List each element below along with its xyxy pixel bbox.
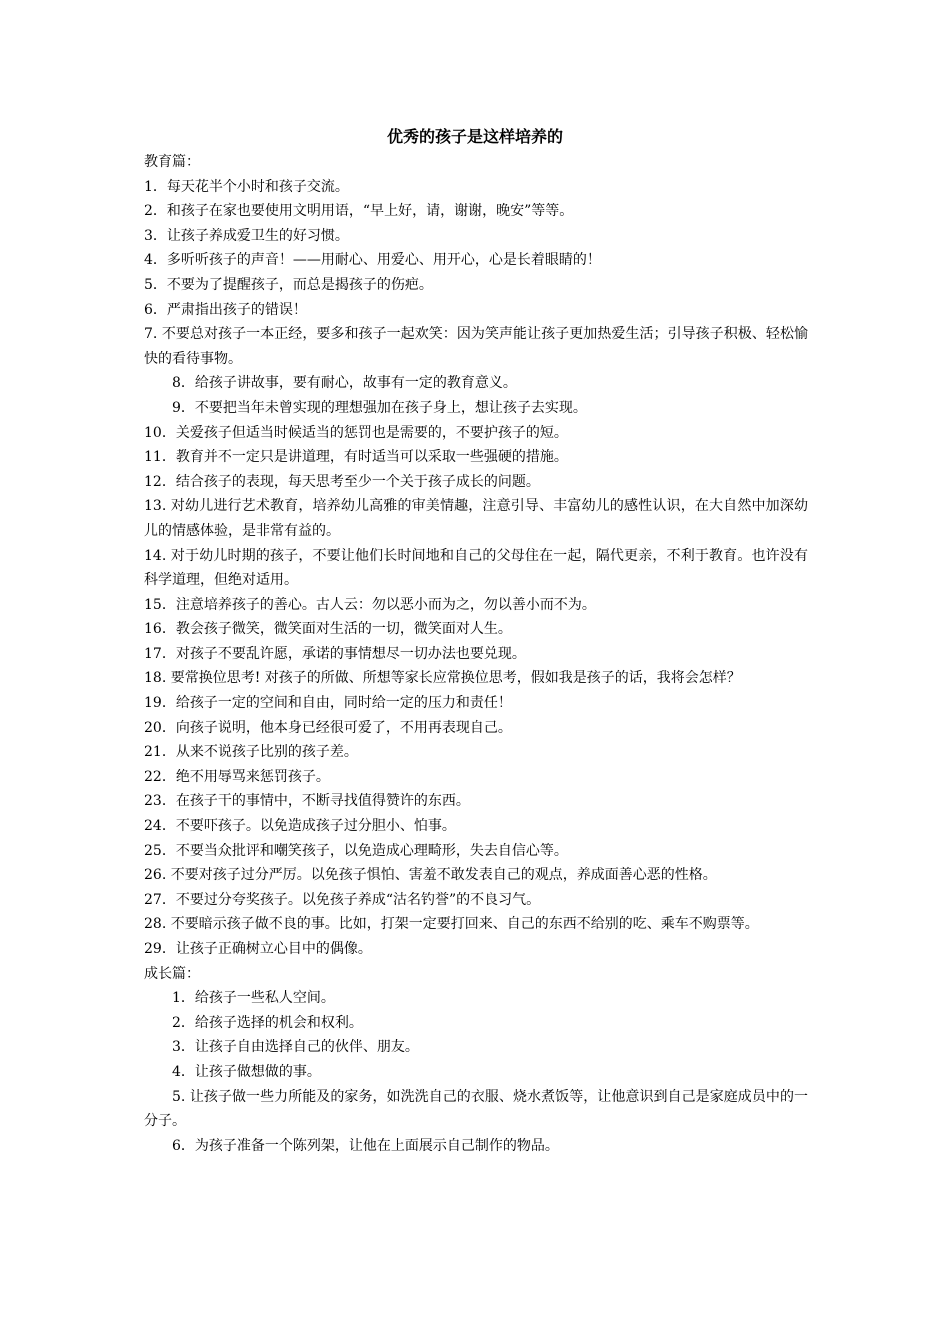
document-body bbox=[144, 150, 808, 1158]
education-item-25: 25．不要当众批评和嘲笑孩子，以免造成心理畸形，失去自信心等。 bbox=[144, 842, 568, 859]
education-item-28: 28. 不要暗示孩子做不良的事。比如，打架一定要打回来、自己的东西不给别的吃、乘车不购票等。 bbox=[144, 916, 759, 933]
education-item-6: 6．严肃指出孩子的错误！ bbox=[144, 301, 307, 318]
education-item-12: 12．结合孩子的表现，每天思考至少一个关于孩子成长的问题。 bbox=[144, 473, 540, 490]
education-item-2: 2．和孩子在家也要使用文明用语，“早上好，请，谢谢，晚安”等等。 bbox=[144, 203, 574, 220]
education-item-20: 20．向孩子说明，他本身已经很可爱了，不用再表现自己。 bbox=[144, 719, 512, 736]
education-item-29: 29．让孩子正确树立心目中的偶像。 bbox=[144, 941, 372, 957]
education-item-1: 1．每天花半个小时和孩子交流。 bbox=[144, 178, 349, 195]
education-item-22: 22．绝不用辱骂来惩罚孩子。 bbox=[144, 768, 330, 785]
education-item-16: 16．教会孩子微笑，微笑面对生活的一切，微笑面对人生。 bbox=[144, 621, 512, 638]
document-title: 优秀的孩子是这样培养的 bbox=[386, 127, 563, 146]
education-item-18: 18. 要常换位思考! 对孩子的所做、所想等家长应常换位思考，假如我是孩子的话，我将会怎样？ bbox=[144, 670, 741, 687]
education-item-17: 17．对孩子不要乱许愿，承诺的事情想尽一切办法也要兑现。 bbox=[144, 645, 526, 662]
section-heading-education: 教育篇： bbox=[144, 154, 200, 170]
education-item-26: 26. 不要对孩子过分严厉。以免孩子惧怕、害羞不敢发表自己的观点，养成面善心恶的性格。 bbox=[144, 867, 717, 884]
education-item-21: 21．从来不说孩子比别的孩子差。 bbox=[144, 744, 358, 761]
education-item-9: 9．不要把当年未曾实现的理想强加在孩子身上，想让孩子去实现。 bbox=[172, 399, 587, 416]
education-item-4: 4．多听听孩子的声音！——用耐心、用爱心、用开心，心是长着眼睛的！ bbox=[144, 252, 601, 269]
growth-item-2: 2．给孩子选择的机会和权利。 bbox=[172, 1014, 363, 1031]
education-item-11: 11．教育并不一定只是讲道理，有时适当可以采取一些强硬的措施。 bbox=[144, 449, 568, 466]
growth-item-3: 3．让孩子自由选择自己的伙伴、朋友。 bbox=[172, 1039, 419, 1056]
education-item-10: 10．关爱孩子但适当时候适当的惩罚也是需要的，不要护孩子的短。 bbox=[144, 424, 568, 441]
education-item-14: 14. 对于幼儿时期的孩子，不要让他们长时间地和自己的父母住在一起，隔代更亲，不利于教育。也许没有科学道理，但绝对适用。 bbox=[144, 547, 808, 589]
education-item-13: 13. 对幼儿进行艺术教育，培养幼儿高雅的审美情趣，注意引导、丰富幼儿的感性认识，在大自然中加深幼儿的情感体验，是非常有益的。 bbox=[144, 498, 808, 539]
education-item-19: 19．给孩子一定的空间和自由，同时给一定的压力和责任！ bbox=[144, 695, 512, 712]
education-item-15: 15．注意培养孩子的善心。古人云：勿以恶小而为之，勿以善小而不为。 bbox=[144, 596, 596, 613]
growth-item-6: 6．为孩子准备一个陈列架，让他在上面展示自己制作的物品。 bbox=[172, 1137, 559, 1154]
section-heading-growth: 成长篇： bbox=[144, 965, 200, 982]
education-item-27: 27．不要过分夸奖孩子。以免孩子养成“沽名钓誉”的不良习气。 bbox=[144, 891, 541, 908]
growth-item-1: 1．给孩子一些私人空间。 bbox=[172, 990, 335, 1007]
education-item-3: 3．让孩子养成爱卫生的好习惯。 bbox=[144, 227, 349, 244]
education-item-7: 7. 不要总对孩子一本正经，要多和孩子一起欢笑：因为笑声能让孩子更加热爱生活；引导孩子积极、轻松愉快的看待事物。 bbox=[144, 326, 808, 367]
education-item-5: 5．不要为了提醒孩子，而总是揭孩子的伤疤。 bbox=[144, 276, 433, 293]
education-item-24: 24．不要吓孩子。以免造成孩子过分胆小、怕事。 bbox=[144, 818, 456, 835]
education-item-8: 8．给孩子讲故事，要有耐心，故事有一定的教育意义。 bbox=[172, 375, 517, 392]
growth-item-5: 5. 让孩子做一些力所能及的家务，如洗洗自己的衣服、烧水煮饭等，让他意识到自己是家庭成员中的一分子。 bbox=[144, 1088, 808, 1130]
education-item-23: 23．在孩子干的事情中，不断寻找值得赞许的东西。 bbox=[144, 793, 470, 810]
growth-item-4: 4．让孩子做想做的事。 bbox=[172, 1063, 321, 1080]
